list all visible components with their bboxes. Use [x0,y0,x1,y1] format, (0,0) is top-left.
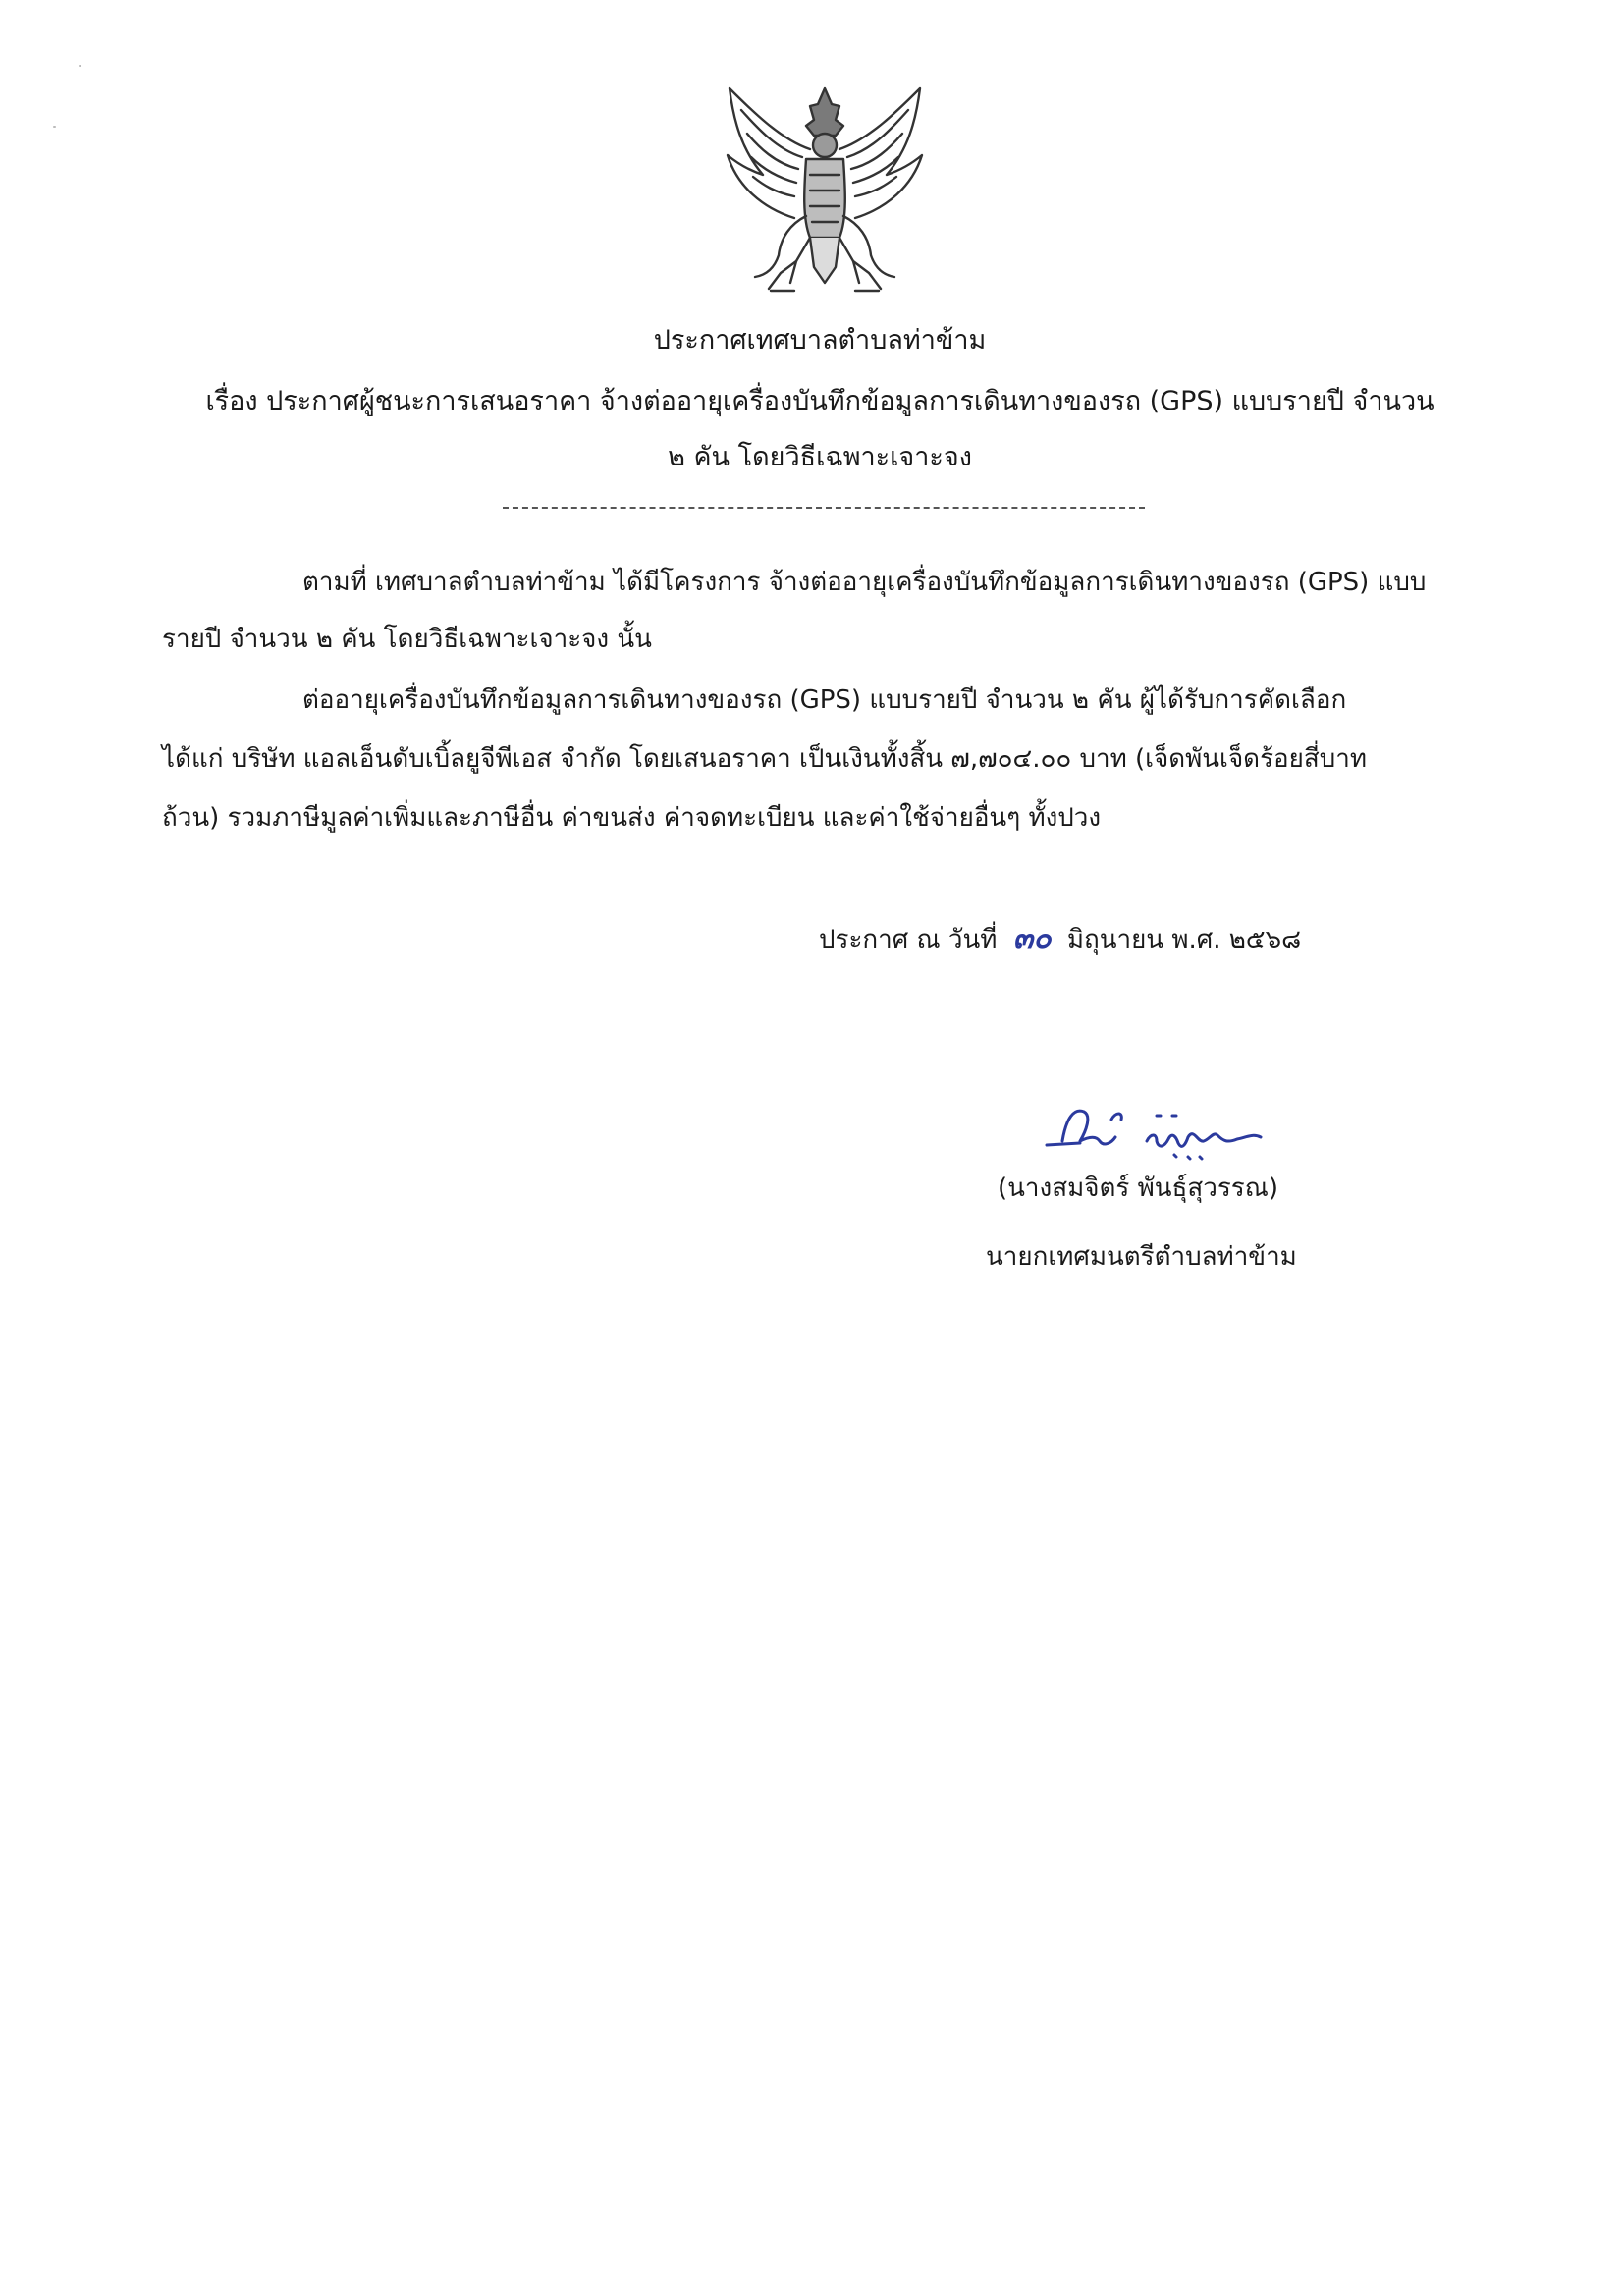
date-prefix: ประกาศ ณ วันที่ [819,925,998,955]
date-day-handwritten: ๓๐ [1012,921,1052,956]
signer-position: นายกเทศมนตรีตำบลท่าข้าม [986,1242,1297,1272]
paragraph-1-line-2: รายปี จำนวน ๒ คัน โดยวิธีเฉพาะเจาะจง นั้น [162,625,652,654]
announcement-subject-line-2: ๒ คัน โดยวิธีเฉพาะเจาะจง [668,442,972,472]
paragraph-2-line-2: ได้แก่ บริษัท แอลเอ็นดับเบิ้ลยูจีพีเอส จำกัด โดยเสนอราคา เป็นเงินทั้งสิ้น ๗,๗๐๔.๐๐ บาท (เจ็ดพันเจ็ดร้อยสี่บาท [162,744,1367,774]
announcement-date [819,921,1301,957]
handwritten-signature [1041,1098,1267,1169]
dashed-separator [503,507,1145,509]
scan-speck [53,126,56,128]
date-month-year: มิถุนายน พ.ศ. ๒๕๖๘ [1066,925,1302,955]
scan-speck [79,65,81,67]
announcement-title: ประกาศเทศบาลตำบลท่าข้าม [653,325,987,355]
paragraph-2-line-3: ถ้วน) รวมภาษีมูลค่าเพิ่มและภาษีอื่น ค่าขนส่ง ค่าจดทะเบียน และค่าใช้จ่ายอื่นๆ ทั้งปวง [162,803,1102,833]
paragraph-2-line-1: ต่ออายุเครื่องบันทึกข้อมูลการเดินทางของรถ (GPS) แบบรายปี จำนวน ๒ คัน ผู้ได้รับการคัดเลือก [302,685,1347,715]
announcement-subject-line-1: เรื่อง ประกาศผู้ชนะการเสนอราคา จ้างต่ออายุเครื่องบันทึกข้อมูลการเดินทางของรถ (GPS) แบบรายปี จำนวน [205,386,1434,416]
garuda-emblem [712,81,938,299]
paragraph-1-line-1: ตามที่ เทศบาลตำบลท่าข้าม ได้มีโครงการ จ้างต่ออายุเครื่องบันทึกข้อมูลการเดินทางของรถ (GPS) แบบ [302,568,1427,597]
signer-name: (นางสมจิตร์ พันธุ์สุวรรณ) [998,1174,1279,1203]
